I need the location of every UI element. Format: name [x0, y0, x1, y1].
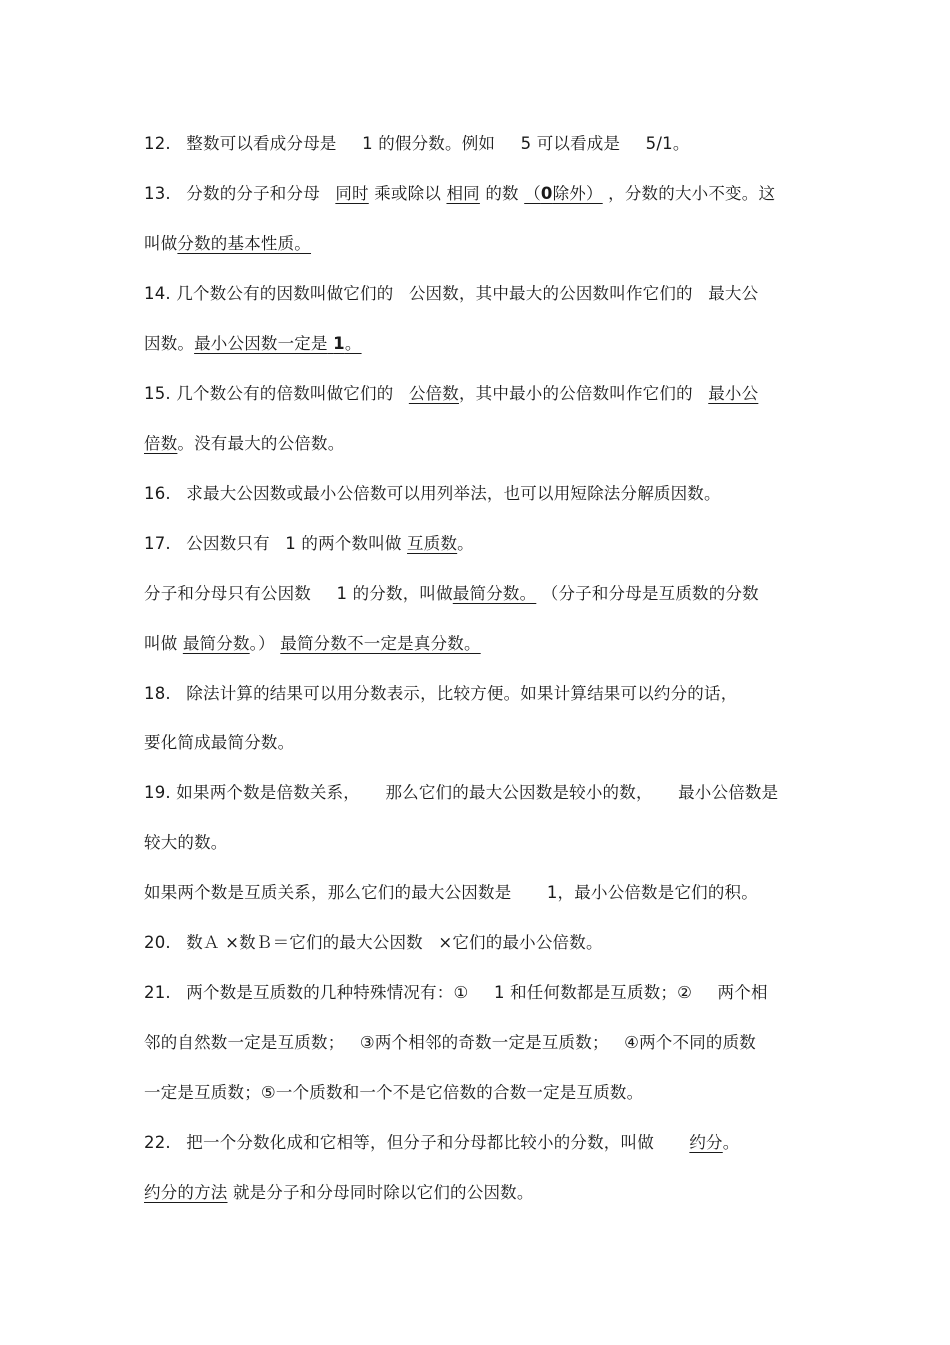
item-14-line-2: [144, 333, 824, 355]
item-17-line-1: [144, 533, 824, 555]
text-segment: 1，最小公倍数是它们的积。: [546, 883, 758, 902]
item-number: 22.: [144, 1133, 171, 1152]
item-number: 12.: [144, 134, 171, 153]
text-segment: 1 的分数，叫做: [336, 584, 453, 603]
item-22-line-1: [144, 1132, 824, 1154]
text-segment: ，分数的大小不变。这: [608, 184, 776, 203]
text-segment: 1 的两个数叫做: [285, 534, 402, 553]
item-21-line-3: [144, 1082, 824, 1104]
item-18-line-1: [144, 683, 824, 705]
item-16-line-1: [144, 483, 824, 505]
blank-answer: 公倍数: [408, 384, 459, 403]
item-14-line-1: [144, 283, 824, 305]
text-segment: 乘或除以: [374, 184, 442, 203]
item-19-line-3: [144, 882, 824, 904]
text-segment: 分子和分母只有公因数: [144, 584, 311, 603]
text-segment: ，其中最小的公倍数叫作它们的: [458, 384, 693, 403]
blank-answer: 最简分数: [182, 634, 250, 653]
item-number: 13.: [144, 184, 171, 203]
blank-answer-zero: 0: [540, 184, 553, 203]
text-segment: 除法计算的结果可以用分数表示，比较方便。如果计算结果可以约分的话，: [186, 684, 738, 703]
item-13-line-2: [144, 233, 824, 255]
text-segment: 如果两个数是互质关系，那么它们的最大公因数是: [144, 883, 512, 902]
text-segment: 最小公倍数是: [678, 783, 779, 802]
item-number: 16.: [144, 484, 171, 503]
text-segment: 整数可以看成分母是: [186, 134, 337, 153]
blank-answer-paren-close: 除外）: [552, 184, 603, 203]
blank-answer-period: 。: [344, 334, 362, 353]
blank-answer: 相同: [446, 184, 480, 203]
text-segment: 5/1。: [645, 134, 690, 153]
text-segment: 把一个分数化成和它相等，但分子和分母都比较小的分数，叫做: [186, 1133, 654, 1152]
blank-answer-one: 1: [333, 334, 345, 353]
blank-answer: 约分的方法: [144, 1183, 228, 1202]
text-segment: 几个数公有的因数叫做它们的: [176, 284, 394, 303]
item-number: 15.: [144, 384, 171, 403]
text-segment: 几个数公有的倍数叫做它们的: [176, 384, 394, 403]
text-segment: 两个相: [717, 983, 768, 1002]
text-segment: 要化简成最简分数。: [144, 733, 295, 752]
item-number: 21.: [144, 983, 171, 1002]
item-21-line-2: [144, 1032, 824, 1054]
blank-answer: 互质数: [407, 534, 458, 553]
text-segment: 的数: [485, 184, 519, 203]
text-segment: 一定是互质数；⑤一个质数和一个不是它倍数的合数一定是互质数。: [144, 1083, 644, 1102]
text-segment: ③两个相邻的奇数一定是互质数；: [359, 1033, 609, 1052]
text-segment: 两个数是互质数的几种特殊情况有：①: [186, 983, 469, 1002]
item-number: 19.: [144, 783, 171, 802]
item-number: 20.: [144, 933, 171, 952]
text-segment: （分子和分母是互质数的分数: [541, 584, 759, 603]
text-segment: 求最大公因数或最小公倍数可以用列举法，也可以用短除法分解质因数。: [186, 484, 721, 503]
item-13-line-1: [144, 183, 824, 205]
text-segment: 就是分子和分母同时除以它们的公因数。: [232, 1183, 534, 1202]
text-segment: 。: [457, 534, 474, 553]
item-18-line-2: [144, 732, 824, 754]
text-segment: 公因数，其中最大的公因数叫作它们的: [408, 284, 693, 303]
item-number: 14.: [144, 284, 171, 303]
text-segment: 因数。: [144, 334, 195, 353]
item-22-line-2: [144, 1182, 824, 1204]
text-segment: ④两个不同的质数: [624, 1033, 757, 1052]
blank-answer: 最简分数不一定是真分数。: [280, 634, 481, 653]
item-17-line-2: [144, 583, 824, 605]
blank-answer-paren-open: （: [524, 184, 541, 203]
text-segment: 叫做: [144, 234, 178, 253]
blank-answer: 最小公: [708, 384, 759, 403]
blank-answer: 倍数: [144, 434, 178, 453]
item-15-line-1: [144, 383, 824, 405]
text-segment: 那么它们的最大公因数是较小的数，: [385, 783, 653, 802]
text-segment: ×它们的最小公倍数。: [438, 933, 603, 952]
text-segment: 5 可以看成是: [520, 134, 621, 153]
blank-answer: 分数的基本性质。: [177, 234, 312, 253]
text-segment: 1 的假分数。例如: [362, 134, 496, 153]
blank-answer: 最简分数。: [452, 584, 537, 603]
text-segment: 公因数只有: [186, 534, 270, 553]
text-segment: 叫做: [144, 634, 178, 653]
item-12-line-1: [144, 133, 824, 155]
item-19-line-2: [144, 832, 824, 854]
text-segment: 1 和任何数都是互质数；②: [493, 983, 693, 1002]
blank-answer: 最小公因数一定是: [194, 334, 328, 353]
item-number: 17.: [144, 534, 171, 553]
blank-answer: 约分: [689, 1133, 723, 1152]
text-segment: 。没有最大的公倍数。: [177, 434, 345, 453]
blank-answer: 同时: [335, 184, 369, 203]
text-segment: 。）: [249, 634, 275, 653]
text-segment: 较大的数。: [144, 833, 228, 852]
item-19-line-1: [144, 782, 824, 804]
item-number: 18.: [144, 684, 171, 703]
text-segment: 数Ａ ×数Ｂ＝它们的最大公因数: [186, 933, 423, 952]
item-15-line-2: [144, 433, 824, 455]
text-segment: 。: [722, 1133, 740, 1152]
item-20-line-1: [144, 932, 824, 954]
text-segment: 邻的自然数一定是互质数；: [144, 1033, 345, 1052]
text-segment: 分数的分子和分母: [186, 184, 320, 203]
text-segment: 最大公: [708, 284, 759, 303]
item-21-line-1: [144, 982, 824, 1004]
item-17-line-3: [144, 633, 824, 655]
text-segment: 如果两个数是倍数关系，: [176, 783, 360, 802]
